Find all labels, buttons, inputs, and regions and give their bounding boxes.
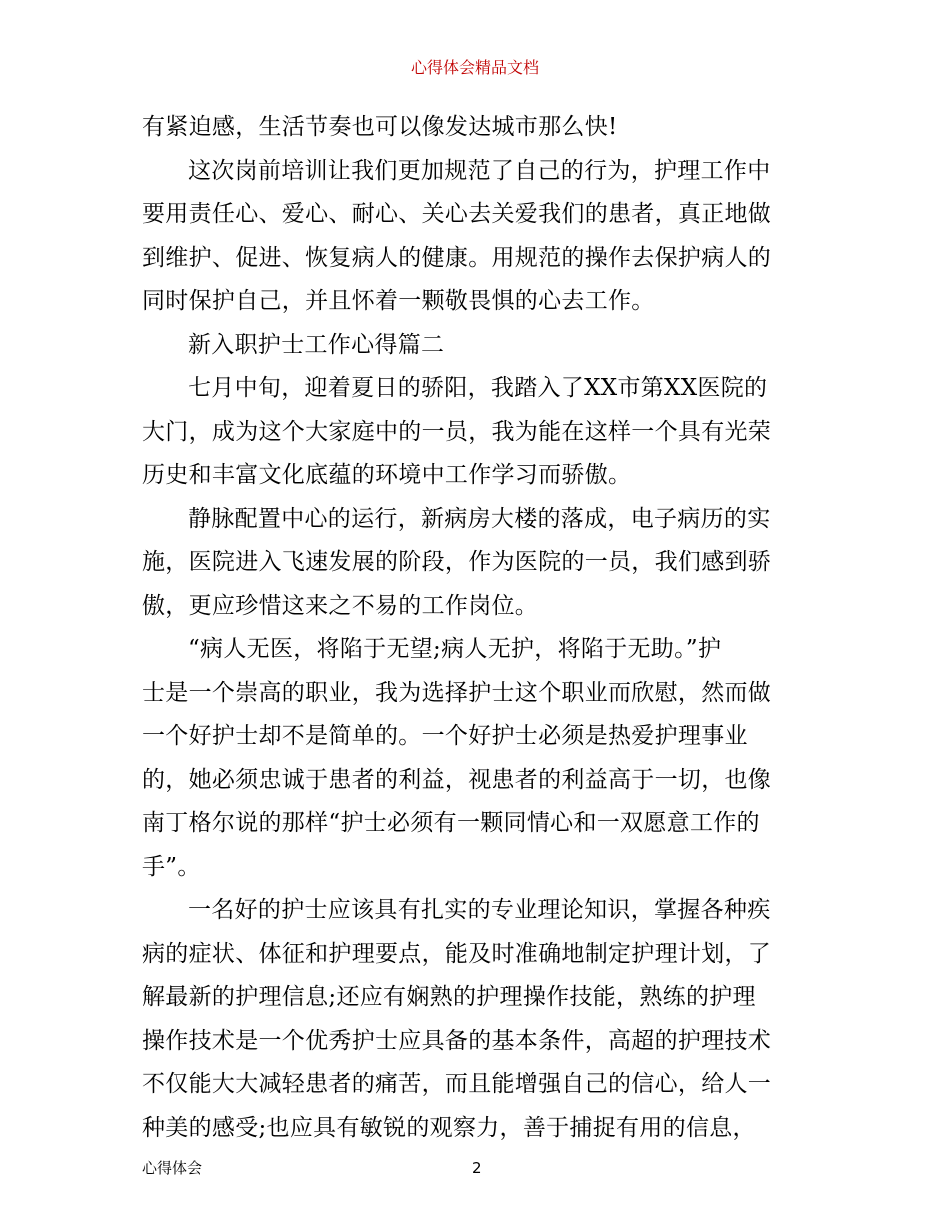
text-line: 南丁格尔说的那样“护士必须有一颗同情心和一双愿意工作的	[142, 810, 760, 836]
text-line: 的，她必须忠诚于患者的利益，视患者的利益高于一切，也像	[142, 766, 772, 793]
text-line: 一个好护士却不是简单的。一个好护士必须是热爱护理事业	[142, 723, 748, 749]
text-line: 历史和丰富文化底蕴的环境中工作学习而骄傲。	[142, 462, 632, 488]
page-header-title: 心得体会精品文档	[410, 58, 539, 77]
paragraph-start-line: “病人无医，将陷于无望;病人无护，将陷于无助。”护	[188, 636, 722, 662]
paragraph-start-line: 七月中旬，迎着夏日的骄阳，我踏入了XX市第XX医院的	[188, 375, 768, 401]
text-line: 大门，成为这个大家庭中的一员，我为能在这样一个具有光荣	[142, 418, 772, 445]
text-line: 施，医院进入飞速发展的阶段，作为医院的一员，我们感到骄	[142, 549, 772, 575]
text-line: 病的症状、体征和护理要点，能及时准确地制定护理计划，了	[142, 940, 772, 967]
page-footer	[142, 1158, 814, 1178]
text-line: 不仅能大大减轻患者的痛苦，而且能增强自己的信心，给人一	[142, 1071, 772, 1097]
section-heading: 新入职护士工作心得篇二	[188, 331, 445, 358]
paragraph-start-line: 静脉配置中心的运行，新病房大楼的落成，电子病历的实	[188, 505, 771, 532]
text-line: 到维护、促进、恢复病人的健康。用规范的操作去保护病人的	[142, 244, 772, 271]
paragraph-start-line: 这次岗前培训让我们更加规范了自己的行为，护理工作中	[188, 157, 771, 184]
text-line: 士是一个崇高的职业，我为选择护士这个职业而欣慰，然而做	[142, 679, 772, 706]
text-line: 要用责任心、爱心、耐心、关心去关爱我们的患者，真正地做	[142, 201, 772, 227]
text-line: 解最新的护理信息;还应有娴熟的护理操作技能，熟练的护理	[142, 984, 756, 1010]
text-line: 有紧迫感，生活节奏也可以像发达城市那么快!	[142, 114, 618, 140]
footer-label: 心得体会	[142, 1159, 203, 1177]
text-line: 种美的感受;也应具有敏锐的观察力，善于捕捉有用的信息，	[142, 1114, 756, 1141]
text-line: 操作技术是一个优秀护士应具备的基本条件，高超的护理技术	[142, 1027, 772, 1054]
text-line: 傲，更应珍惜这来之不易的工作岗位。	[142, 592, 539, 619]
document-body	[142, 106, 814, 1150]
text-line: 手”。	[142, 853, 201, 880]
page-number: 2	[472, 1159, 482, 1177]
paragraph-start-line: 一名好的护士应该具有扎实的专业理论知识，掌握各种疾	[188, 897, 771, 923]
text-line: 同时保护自己，并且怀着一颗敬畏惧的心去工作。	[142, 288, 655, 314]
